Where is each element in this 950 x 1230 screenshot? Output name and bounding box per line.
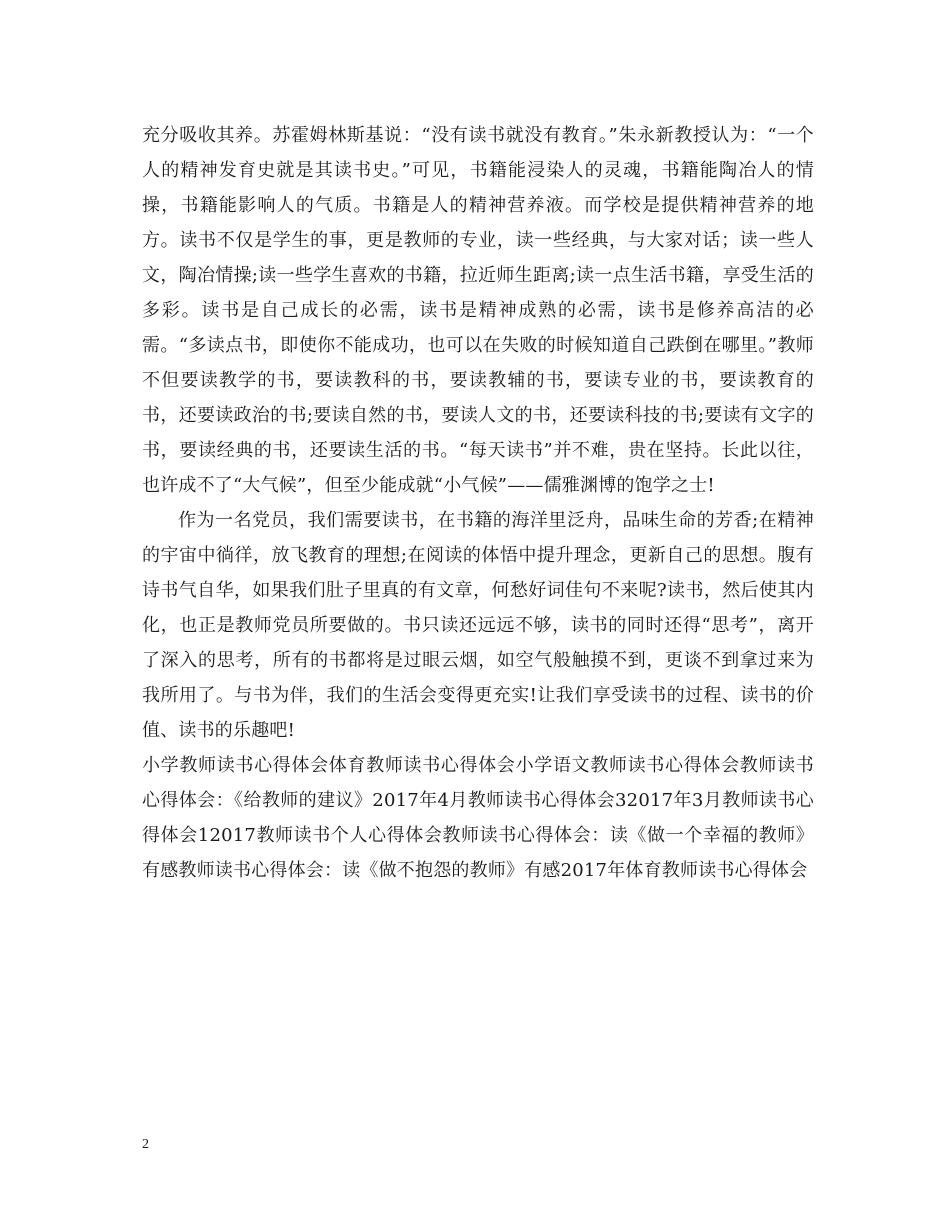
related-articles-text: 小学教师读书心得体会体育教师读书心得体会小学语文教师读书心得体会教师读书心得体会：《给教师的建议》2017年4月教师读书心得体会32017年3月教师读书心得体会12017教师读书个人心得体会教师读书心得体会：读《做一个幸福的教师》有感教师读书心得体会：读《做不抱怨的教师》有感2017年体育教师读书心得体会: [142, 755, 814, 881]
page-number: 2: [142, 1137, 149, 1152]
body-paragraph-2: 作为一名党员，我们需要读书，在书籍的海洋里泛舟，品味生命的芳香;在精神的宇宙中徜徉，放飞教育的理想;在阅读的体悟中提升理念，更新自己的思想。腹有诗书气自华，如果我们肚子里真的有文章，何愁好词佳句不来呢?读书，然后使其内化，也正是教师党员所要做的。书只读还远远不够，读书的同时还得“思考”，离开了深入的思考，所有的书都将是过眼云烟，如空气般触摸不到，更谈不到拿过来为我所用了。与书为伴，我们的生活会变得更充实!让我们享受读书的过程、读书的价值、读书的乐趣吧!: [142, 510, 814, 741]
body-paragraph-1: 充分吸收其养。苏霍姆林斯基说：“没有读书就没有教育。”朱永新教授认为：“一个人的精神发育史就是其读书史。”可见，书籍能浸染人的灵魂，书籍能陶冶人的情操，书籍能影响人的气质。书籍是人的精神营养液。而学校是提供精神营养的地方。读书不仅是学生的事，更是教师的专业，读一些经典，与大家对话；读一些人文，陶冶情操;读一些学生喜欢的书籍，拉近师生距离;读一点生活书籍，享受生活的多彩。读书是自己成长的必需，读书是精神成熟的必需，读书是修养高洁的必需。“多读点书，即使你不能成功，也可以在失败的时候知道自己跌倒在哪里。”教师不但要读教学的书，要读教科的书，要读教辅的书，要读专业的书，要读教育的书，还要读政治的书;要读自然的书，要读人文的书，还要读科技的书;要读有文字的书，要读经典的书，还要读生活的书。“每天读书”并不难，贵在坚持。长此以往，也许成不了“大气候”，但至少能成就“小气候”——儒雅渊博的饱学之士!: [142, 125, 814, 496]
document-body: [142, 118, 814, 888]
